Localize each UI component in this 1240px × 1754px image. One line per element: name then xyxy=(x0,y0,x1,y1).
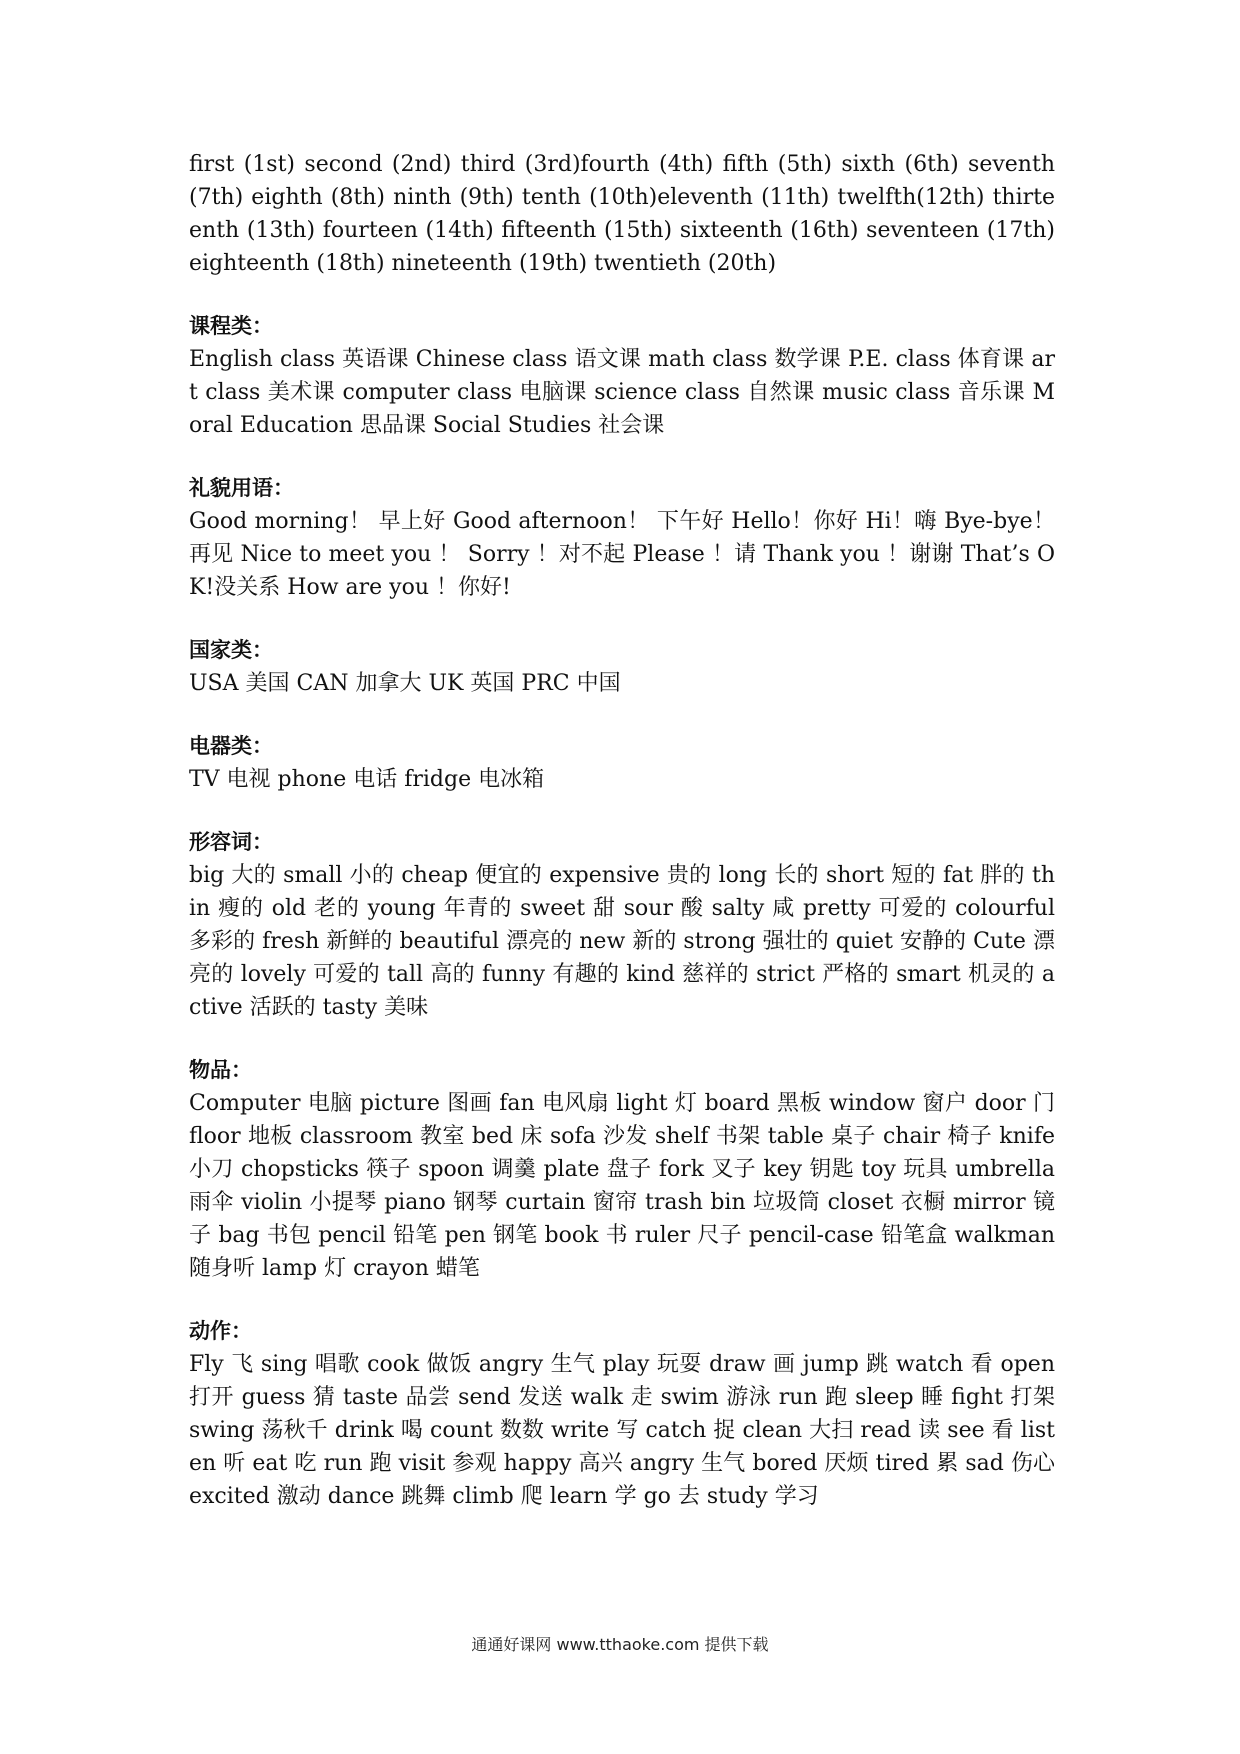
document-body xyxy=(189,148,1055,1513)
section-heading: 电器类： xyxy=(189,734,273,758)
section-greetings xyxy=(189,472,1055,604)
section-heading: 课程类： xyxy=(189,314,273,338)
section-appliances xyxy=(189,730,1055,796)
page-footer: 通通好课网 www.tthaoke.com 提供下载 xyxy=(471,1635,769,1654)
section-courses xyxy=(189,310,1055,442)
section-body: Good morning！ 早上好 Good afternoon！ 下午好 Hello！你好 Hi！嗨 Bye-bye！再见 Nice to meet you ！ Sorry ！对不起 Please ！请 Thank you ！谢谢 That’s OK!没关系 How are you ！你好! xyxy=(189,509,1055,600)
section-adjectives xyxy=(189,826,1055,1024)
section-objects xyxy=(189,1054,1055,1285)
section-body: Fly 飞 sing 唱歌 cook 做饭 angry 生气 play 玩耍 draw 画 jump 跳 watch 看 open 打开 guess 猜 taste 品尝 send 发送 walk 走 swim 游泳 run 跑 sleep 睡 fight 打架 swing 荡秋千 drink 喝 count 数数 write 写 catch 捉 clean 大扫 read 读 see 看 listen 听 eat 吃 run 跑 visit 参观 happy 高兴 angry 生气 bored 厌烦 tired 累 sad 伤心 excited 激动 dance 跳舞 climb 爬 learn 学 go 去 study 学习 xyxy=(189,1352,1055,1509)
section-heading: 动作： xyxy=(189,1319,252,1343)
section-countries xyxy=(189,634,1055,700)
ordinals-paragraph: first (1st) second (2nd) third (3rd)fourth (4th) fifth (5th) sixth (6th) seventh (7th) eighth (8th) ninth (9th) tenth (10th)eleventh (11th) twelfth(12th) thirteenth (13th) fourteen (14th) fifteenth (15th) sixteenth (16th) seventeen (17th) eighteenth (18th) nineteenth (19th) twentieth (20th) xyxy=(189,152,1055,276)
section-body: TV 电视 phone 电话 fridge 电冰箱 xyxy=(189,767,545,792)
section-body: USA 美国 CAN 加拿大 UK 英国 PRC 中国 xyxy=(189,671,621,696)
section-body: English class 英语课 Chinese class 语文课 math class 数学课 P.E. class 体育课 art class 美术课 computer class 电脑课 science class 自然课 music class 音乐课 Moral Education 思品课 Social Studies 社会课 xyxy=(189,347,1055,438)
section-heading: 形容词： xyxy=(189,830,273,854)
section-heading: 礼貌用语： xyxy=(189,476,294,500)
section-heading: 国家类： xyxy=(189,638,273,662)
section-body: Computer 电脑 picture 图画 fan 电风扇 light 灯 board 黑板 window 窗户 door 门 floor 地板 classroom 教室 bed 床 sofa 沙发 shelf 书架 table 桌子 chair 椅子 knife 小刀 chopsticks 筷子 spoon 调羹 plate 盘子 fork 叉子 key 钥匙 toy 玩具 umbrella 雨伞 violin 小提琴 piano 钢琴 curtain 窗帘 trash bin 垃圾筒 closet 衣橱 mirror 镜子 bag 书包 pencil 铅笔 pen 钢笔 book 书 ruler 尺子 pencil-case 铅笔盒 walkman 随身听 lamp 灯 crayon 蜡笔 xyxy=(189,1091,1055,1281)
section-heading: 物品： xyxy=(189,1058,252,1082)
section-body: big 大的 small 小的 cheap 便宜的 expensive 贵的 long 长的 short 短的 fat 胖的 thin 瘦的 old 老的 young 年青的 sweet 甜 sour 酸 salty 咸 pretty 可爱的 colourful 多彩的 fresh 新鲜的 beautiful 漂亮的 new 新的 strong 强壮的 quiet 安静的 Cute 漂亮的 lovely 可爱的 tall 高的 funny 有趣的 kind 慈祥的 strict 严格的 smart 机灵的 active 活跃的 tasty 美味 xyxy=(189,863,1055,1020)
section-actions xyxy=(189,1315,1055,1513)
